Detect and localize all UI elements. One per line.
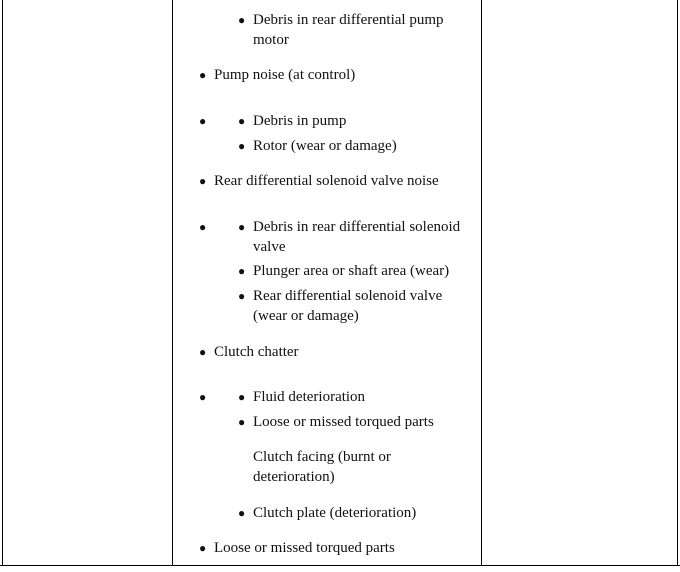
bullet-icon: ● — [199, 68, 207, 82]
list-item-text: Clutch chatter — [214, 344, 299, 360]
bullet-icon: ● — [199, 345, 207, 359]
column-divider-1 — [172, 0, 173, 566]
bullet-icon: ● — [238, 13, 246, 27]
list-item-text: Clutch facing (burnt or — [253, 449, 391, 465]
list-item-text: Rotor (wear or damage) — [253, 138, 397, 154]
list-item-text: Loose or missed torqued parts — [253, 414, 434, 430]
list-item-text: Loose or missed torqued parts — [214, 540, 395, 556]
column-divider-2 — [481, 0, 482, 566]
table-border-right — [677, 0, 678, 566]
bullet-icon: ● — [238, 264, 246, 278]
bullet-icon: ● — [238, 390, 246, 404]
bullet-icon: ● — [199, 114, 207, 128]
table-border-left — [2, 0, 3, 566]
bullet-icon: ● — [199, 390, 207, 404]
bullet-icon: ● — [238, 506, 246, 520]
bullet-icon: ● — [238, 415, 246, 429]
list-item-text: Debris in rear differential pump — [253, 12, 444, 28]
bullet-icon: ● — [199, 541, 207, 555]
list-item-text: Rear differential solenoid valve noise — [214, 173, 439, 189]
bullet-icon: ● — [238, 114, 246, 128]
bullet-icon: ● — [238, 220, 246, 234]
list-item-text: (wear or damage) — [253, 308, 359, 324]
bullet-icon: ● — [199, 174, 207, 188]
list-item-text: Fluid deterioration — [253, 389, 366, 405]
list-item-text: Clutch plate (deterioration) — [253, 505, 417, 521]
table-border-bottom — [0, 565, 680, 566]
bullet-icon: ● — [238, 289, 246, 303]
bullet-icon: ● — [199, 220, 207, 234]
list-item-text: Debris in rear differential solenoid — [253, 219, 461, 235]
list-item-text: valve — [253, 239, 286, 255]
list-item-text: deterioration) — [253, 469, 335, 485]
list-item-text: Debris in pump — [253, 113, 347, 129]
bullet-icon: ● — [238, 139, 246, 153]
list-item-text: Plunger area or shaft area (wear) — [253, 263, 450, 279]
list-item-text: Rear differential solenoid valve — [253, 288, 443, 304]
list-item-text: Pump noise (at control) — [214, 67, 356, 83]
list-item-text: motor — [253, 32, 289, 48]
